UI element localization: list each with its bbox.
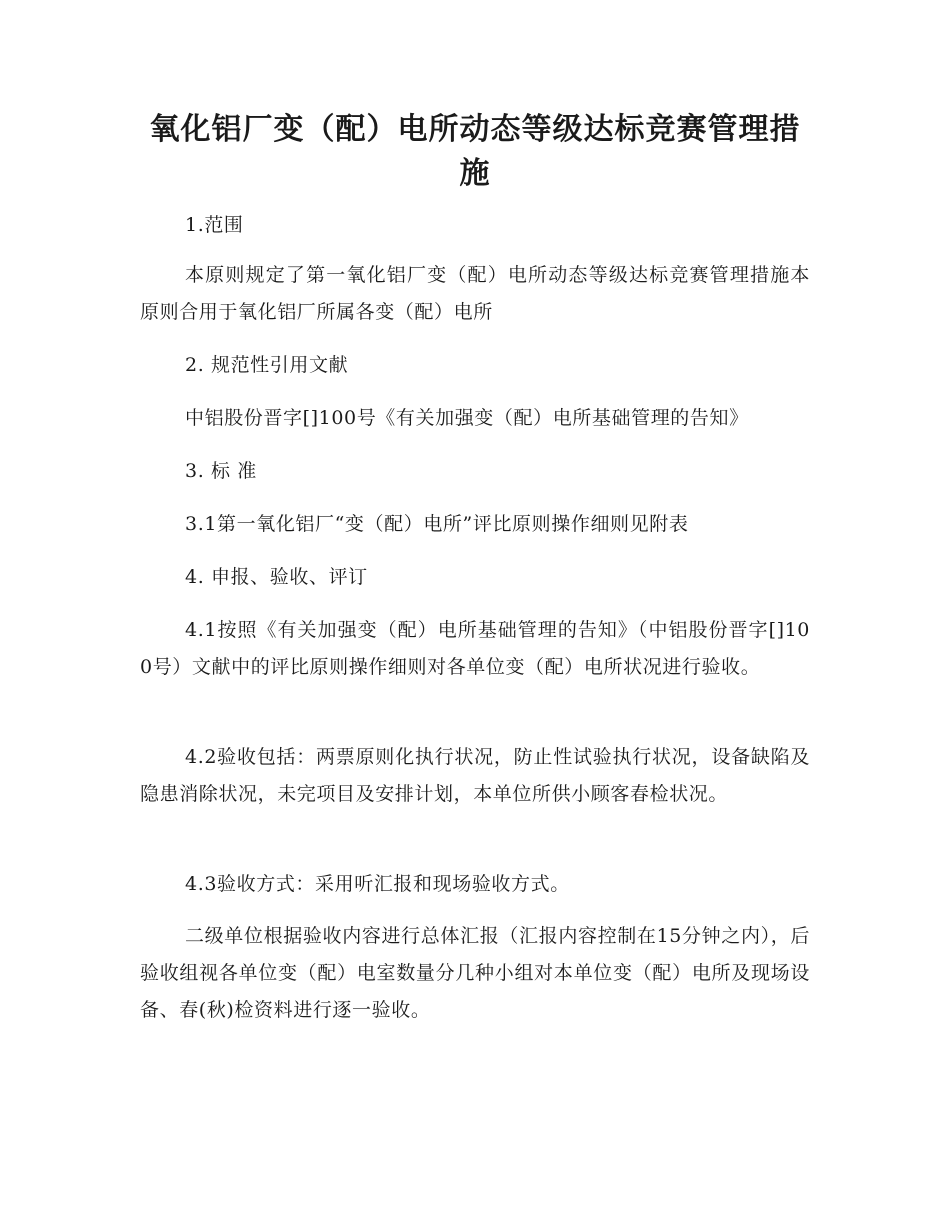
section-standard-heading: 3. 标 准 xyxy=(185,460,257,482)
scope-paragraph: 本原则规定了第一氧化铝厂变（配）电所动态等级达标竞赛管理措施本原则合用于氧化铝厂所属各变（配）电所 xyxy=(140,264,810,323)
standard-paragraph: 3.1第一氧化铝厂“变（配）电所”评比原则操作细则见附表 xyxy=(185,513,689,535)
review-paragraph-4-1: 4.1按照《有关加强变（配）电所基础管理的告知》（中铝股份晋字[]100号）文献中的评比原则操作细则对各单位变（配）电所状况进行验收。 xyxy=(140,619,810,678)
review-paragraph-4-3: 4.3验收方式：采用听汇报和现场验收方式。 xyxy=(185,873,570,895)
references-paragraph: 中铝股份晋字[]100号《有关加强变（配）电所基础管理的告知》 xyxy=(185,407,749,429)
section-review-heading: 4. 申报、验收、评订 xyxy=(185,566,368,588)
section-references-heading: 2. 规范性引用文献 xyxy=(185,354,349,376)
review-paragraph-4-2: 4.2验收包括：两票原则化执行状况，防止性试验执行状况，设备缺陷及隐患消除状况，未完项目及安排计划，本单位所供小顾客春检状况。 xyxy=(140,746,810,805)
document-title: 氧化铝厂变（配）电所动态等级达标竞赛管理措施 xyxy=(149,112,801,191)
section-scope-heading: 1.范围 xyxy=(185,214,244,236)
review-report-paragraph: 二级单位根据验收内容进行总体汇报（汇报内容控制在15分钟之内），后验收组视各单位变（配）电室数量分几种小组对本单位变（配）电所及现场设备、春(秋)检资料进行逐一验收。 xyxy=(140,925,810,1021)
